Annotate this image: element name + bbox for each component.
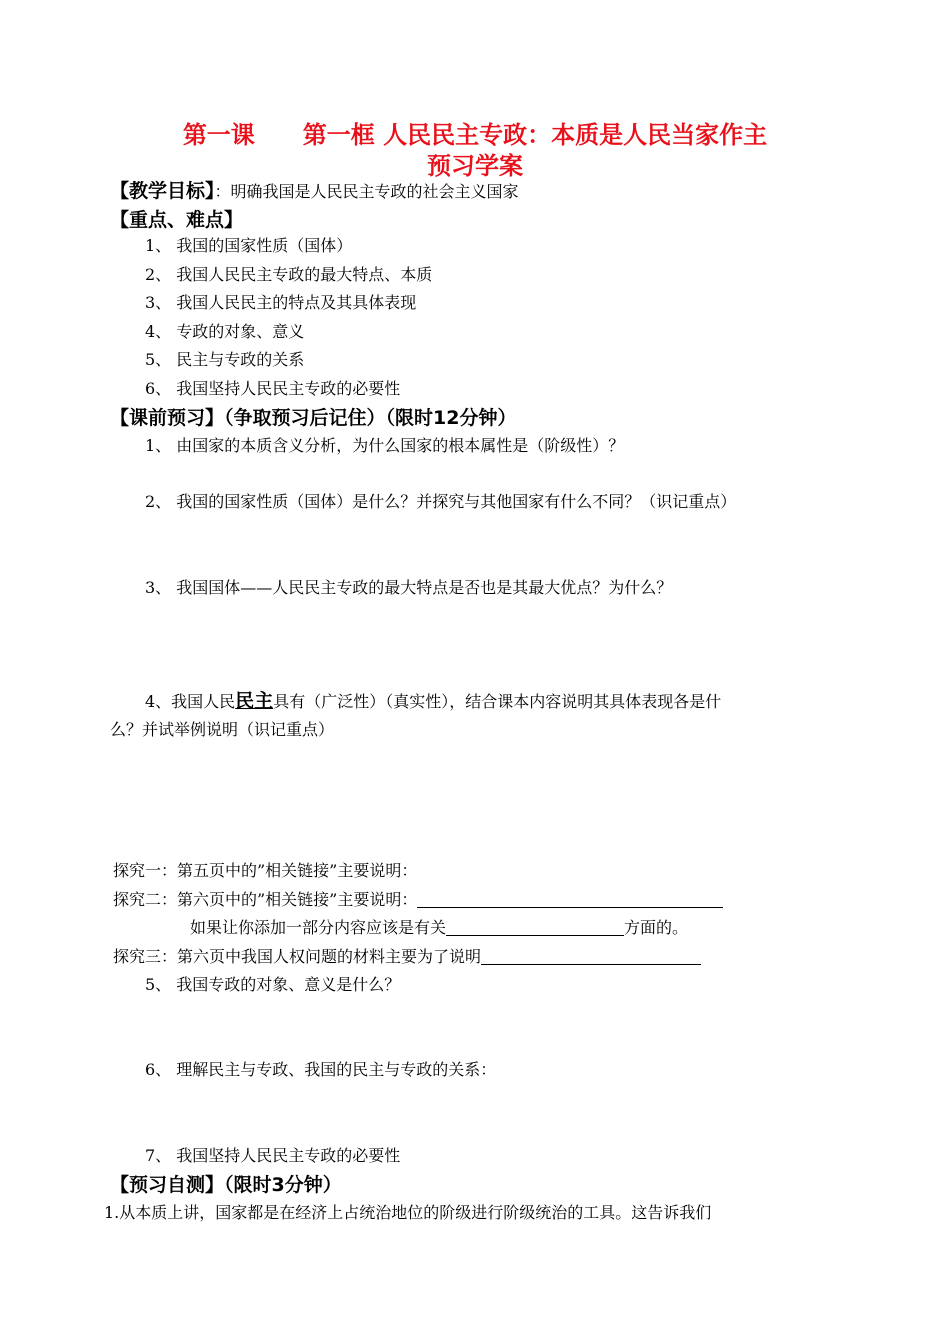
- key-points-heading: 【重点、难点】: [110, 209, 244, 231]
- preview-question-4-cont: 么？并试举例说明（识记重点）: [110, 720, 335, 739]
- explore-2-followup-c: 方面的。: [624, 918, 689, 937]
- self-test-heading: 【预习自测】（限时3分钟）: [110, 1174, 342, 1196]
- self-test-question-1: 1.从本质上讲，国家都是在经济上占统治地位的阶级进行阶级统治的工具。这告诉我们: [104, 1203, 712, 1222]
- key-point-item: 3、 我国人民民主的特点及其具体表现: [145, 293, 417, 312]
- explore-2-followup-a: 如果让你添加一部分内容应该是有关: [190, 918, 447, 937]
- preview-question-1: 1、 由国家的本质含义分析，为什么国家的根本属性是（阶级性）？: [145, 436, 625, 455]
- answer-blank[interactable]: [446, 919, 624, 936]
- preview-question-3: 3、 我国国体——人民民主专政的最大特点是否也是其最大优点？为什么？: [145, 578, 673, 597]
- explore-1: 探究一：第五页中的”相关链接”主要说明：: [113, 861, 418, 880]
- preview-question-6: 6、 理解民主与专政、我国的民主与专政的关系：: [145, 1060, 497, 1079]
- preview-heading: 【课前预习】（争取预习后记住）（限时12分钟）: [110, 407, 517, 429]
- explore-3: [113, 944, 701, 967]
- objective-heading: 【教学目标】: [110, 180, 215, 202]
- objective-line: [110, 176, 519, 203]
- preview-question-7: 7、 我国坚持人民民主专政的必要性: [145, 1146, 401, 1165]
- answer-blank[interactable]: [481, 948, 701, 965]
- explore-2-text: 探究二：第六页中的”相关链接”主要说明：: [113, 890, 418, 909]
- key-point-item: 6、 我国坚持人民民主专政的必要性: [145, 379, 401, 398]
- q4-text-c: 具有（广泛性）（真实性），结合课本内容说明其具体表现各是什: [273, 692, 722, 711]
- q4-text-a: 4、我国人民: [145, 692, 236, 711]
- explore-2-followup: [190, 915, 688, 938]
- preview-question-4: [145, 686, 721, 713]
- objective-text: ：明确我国是人民民主专政的社会主义国家: [214, 182, 519, 201]
- key-point-item: 1、 我国的国家性质（国体）: [145, 236, 353, 255]
- preview-question-2: 2、 我国的国家性质（国体）是什么？并探究与其他国家有什么不同？（识记重点）: [145, 492, 737, 511]
- key-point-item: 5、 民主与专政的关系: [145, 350, 305, 369]
- preview-question-5: 5、 我国专政的对象、意义是什么？: [145, 975, 401, 994]
- key-point-item: 2、 我国人民民主专政的最大特点、本质: [145, 265, 433, 284]
- key-point-item: 4、 专政的对象、意义: [145, 322, 305, 341]
- q4-emphasis: 民主: [235, 690, 274, 712]
- explore-2: [113, 887, 723, 910]
- page-subtitle: 预习学案: [427, 152, 523, 180]
- answer-blank[interactable]: [417, 891, 723, 908]
- page-title: 第一课 第一框 人民民主专政：本质是人民当家作主: [182, 121, 768, 149]
- explore-3-text: 探究三：第六页中我国人权问题的材料主要为了说明: [113, 947, 482, 966]
